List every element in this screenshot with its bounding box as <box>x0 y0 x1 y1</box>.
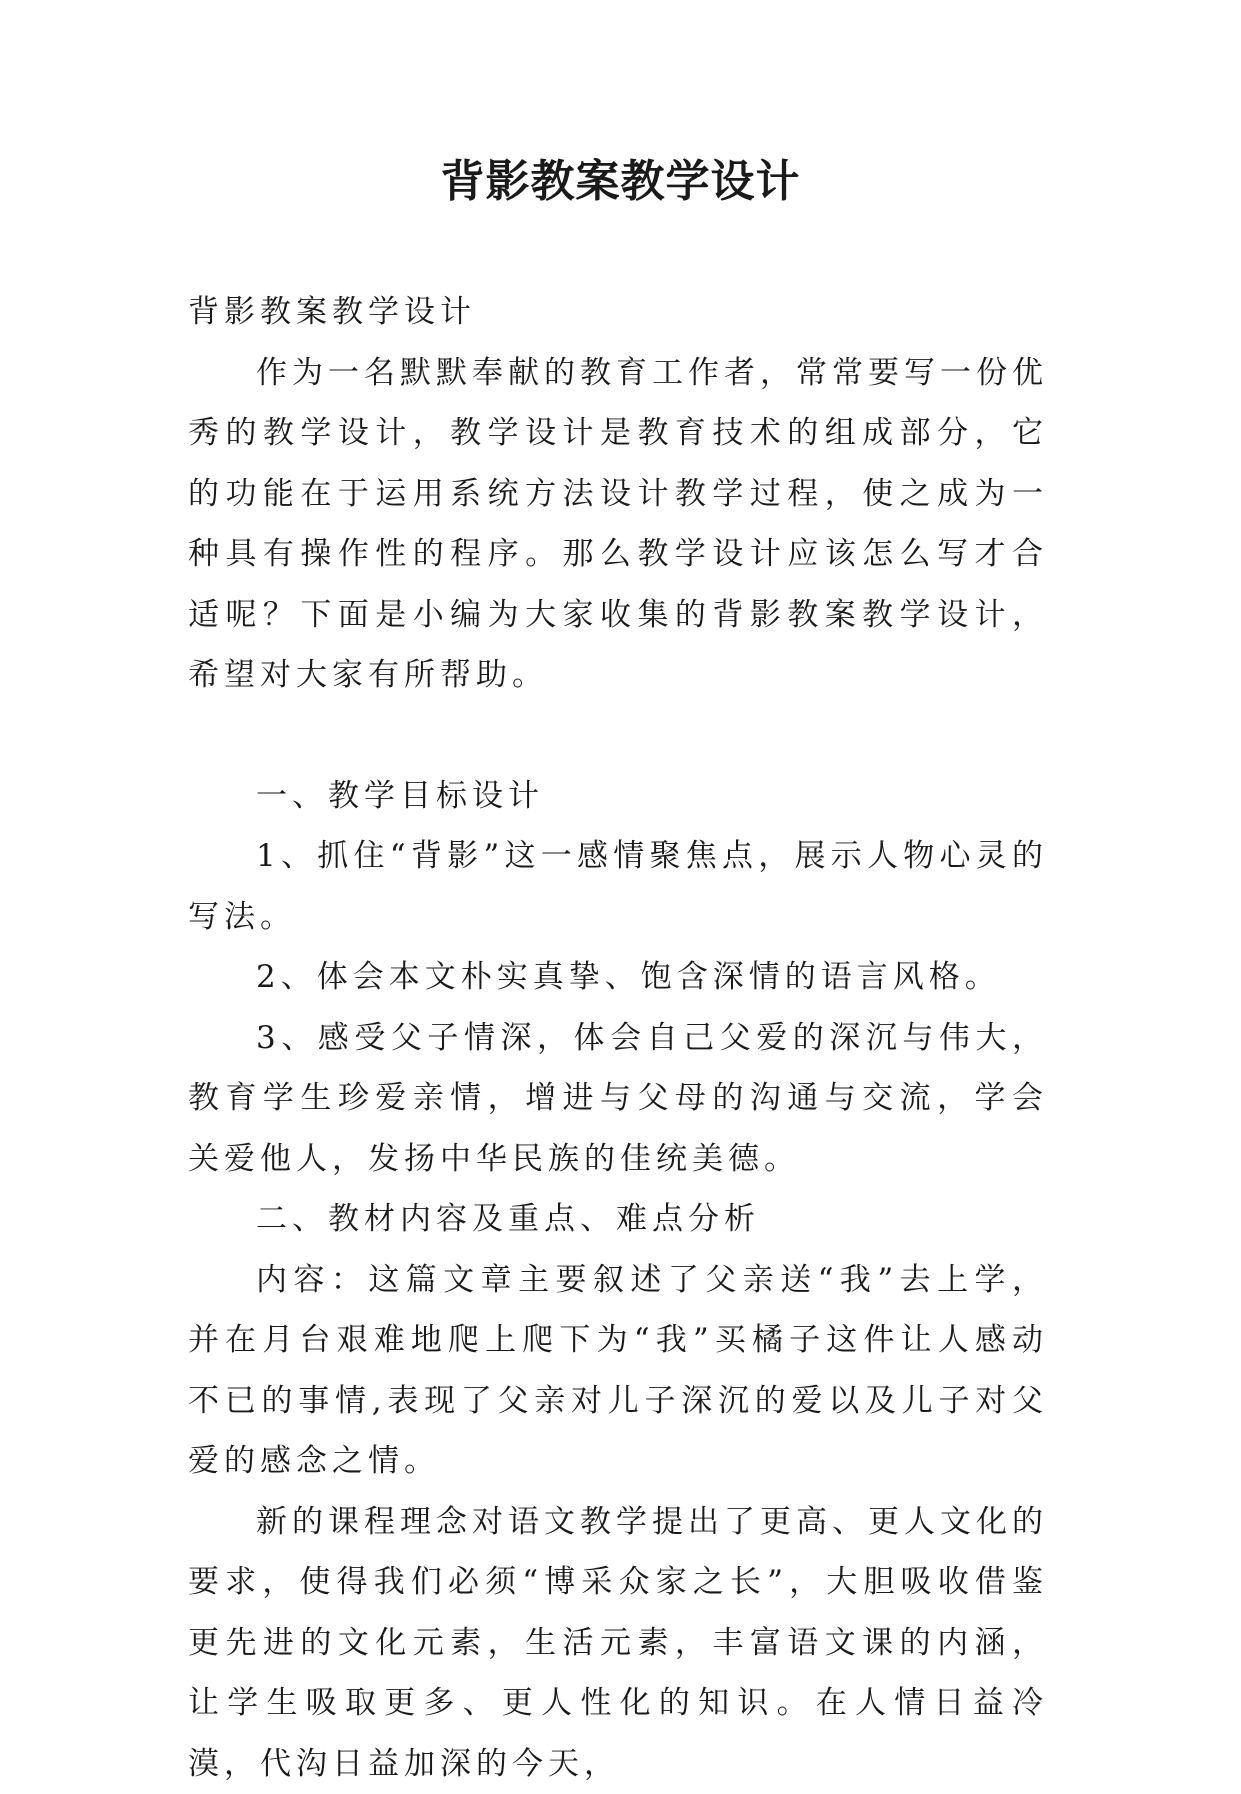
objective-item-3: 3、感受父子情深，体会自己父爱的深沉与伟大，教育学生珍爱亲情，增进与父母的沟通与交流，学会关爱他人，发扬中华民族的佳统美德。 <box>188 1008 1048 1190</box>
section-heading-objectives: 一、教学目标设计 <box>188 766 1048 827</box>
curriculum-paragraph: 新的课程理念对语文教学提出了更高、更人文化的要求，使得我们必须“博采众家之长”，大胆吸收借鉴更先进的文化元素，生活元素，丰富语文课的内涵，让学生吸取更多、更人性化的知识。在人情日益冷漠，代沟日益加深的今天， <box>188 1492 1048 1794</box>
objective-item-2: 2、体会本文朴实真挚、饱含深情的语言风格。 <box>188 947 1048 1008</box>
paragraph-spacer <box>188 706 1048 766</box>
intro-paragraph: 作为一名默默奉献的教育工作者，常常要写一份优秀的教学设计，教学设计是教育技术的组成部分，它的功能在于运用系统方法设计教学过程，使之成为一种具有操作性的程序。那么教学设计应该怎么写才合适呢？下面是小编为大家收集的背影教案教学设计，希望对大家有所帮助。 <box>188 343 1048 706</box>
content-paragraph: 内容：这篇文章主要叙述了父亲送“我”去上学，并在月台艰难地爬上爬下为“我”买橘子这件让人感动不已的事情,表现了父亲对儿子深沉的爱以及儿子对父爱的感念之情。 <box>188 1250 1048 1492</box>
section-heading-content-analysis: 二、教材内容及重点、难点分析 <box>188 1189 1048 1250</box>
body-subtitle: 背影教案教学设计 <box>188 282 1048 343</box>
document-title: 背影教案教学设计 <box>0 152 1241 212</box>
objective-item-1: 1、抓住“背影”这一感情聚焦点，展示人物心灵的写法。 <box>188 826 1048 947</box>
document-body <box>188 282 1048 1794</box>
